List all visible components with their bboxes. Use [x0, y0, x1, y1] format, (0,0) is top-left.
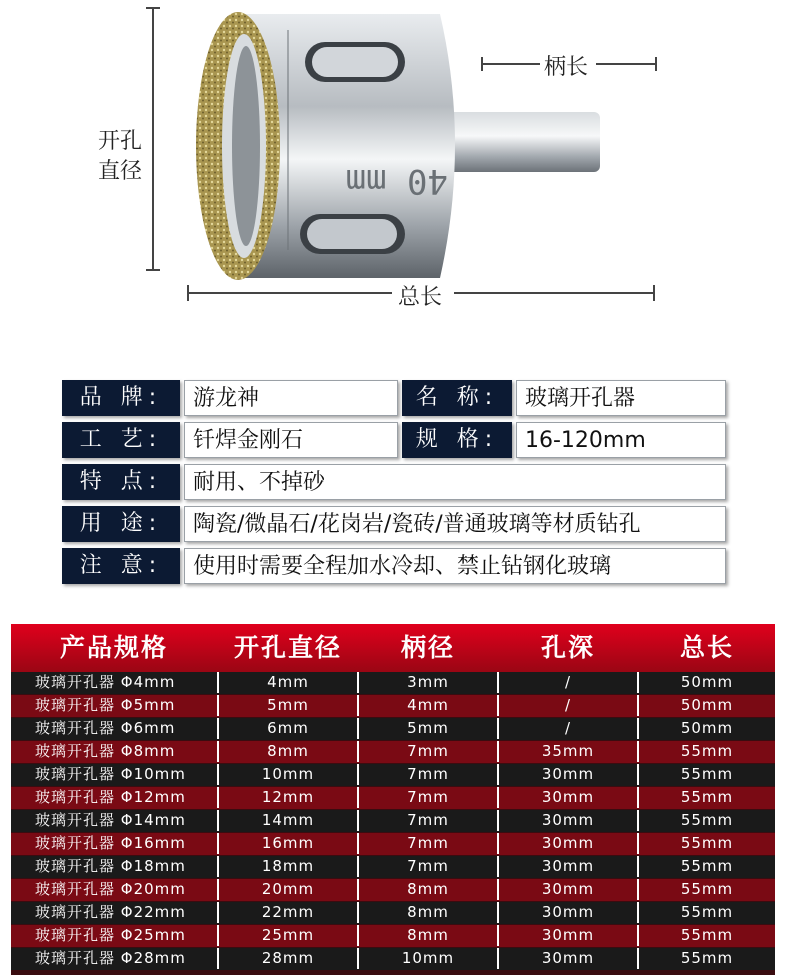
spec-value: 陶瓷/微晶石/花岗岩/瓷砖/普通玻璃等材质钻孔 [184, 506, 726, 542]
cell-divider [217, 764, 219, 785]
table-cell: 7mm [407, 834, 449, 852]
cell-divider [497, 879, 499, 900]
table-cell: 玻璃开孔器 Φ18mm [35, 857, 186, 875]
table-cell: 55mm [680, 811, 734, 829]
table-cell: 30mm [541, 811, 595, 829]
cell-divider [357, 672, 359, 693]
cell-divider [217, 741, 219, 762]
shank-length-label: 柄长 [544, 55, 589, 80]
table-cell: 20mm [261, 880, 315, 898]
table-cell: 30mm [541, 857, 595, 875]
cell-divider [637, 718, 639, 739]
cell-divider [357, 833, 359, 854]
engraving-text: 40 mm [345, 161, 448, 201]
cell-divider [357, 925, 359, 946]
spec-row-features [60, 464, 726, 500]
table-cell: / [564, 673, 572, 691]
cell-divider [497, 695, 499, 716]
total-length-label: 总长 [398, 285, 443, 310]
table-cell: 玻璃开孔器 Φ16mm [35, 834, 186, 852]
header-cell: 孔深 [540, 633, 595, 662]
table-cell: 50mm [680, 673, 734, 691]
cell-divider [637, 833, 639, 854]
spec-row-process [60, 422, 726, 458]
spec-value: 钎焊金刚石 [184, 422, 398, 458]
cell-divider [357, 764, 359, 785]
cell-divider [217, 879, 219, 900]
table-row [11, 718, 775, 740]
cell-divider [637, 672, 639, 693]
table-cell: 55mm [680, 834, 734, 852]
cell-divider [217, 718, 219, 739]
spec-label: 特 点: [62, 464, 180, 500]
cell-divider [217, 833, 219, 854]
table-row [11, 810, 775, 832]
spec-label: 品 牌: [62, 380, 180, 416]
table-cell: 28mm [261, 949, 315, 967]
table-cell: 55mm [680, 903, 734, 921]
table-cell: 16mm [261, 834, 315, 852]
table-cell: 8mm [267, 742, 309, 760]
table-cell: 12mm [261, 788, 315, 806]
table-row [11, 856, 775, 878]
cell-divider [217, 856, 219, 877]
spec-value: 使用时需要全程加水冷却、禁止钻钢化玻璃 [184, 548, 726, 584]
cell-divider [357, 902, 359, 923]
cell-divider [497, 925, 499, 946]
cell-divider [497, 787, 499, 808]
table-cell: 25mm [261, 926, 315, 944]
table-cell: 30mm [541, 903, 595, 921]
spec-value: 游龙神 [184, 380, 398, 416]
cell-divider [637, 925, 639, 946]
table-cell: 4mm [407, 696, 449, 714]
table-cell: 10mm [261, 765, 315, 783]
spec-row-usage [60, 506, 726, 542]
cell-divider [357, 787, 359, 808]
hole-diameter-label-line2: 直径 [98, 159, 143, 184]
cell-divider [497, 672, 499, 693]
table-cell: 5mm [407, 719, 449, 737]
table-cell: 7mm [407, 788, 449, 806]
cell-divider [357, 695, 359, 716]
table-row [11, 902, 775, 924]
cell-divider [217, 925, 219, 946]
table-cell: 30mm [541, 765, 595, 783]
cell-divider [497, 902, 499, 923]
cell-divider [217, 695, 219, 716]
table-row [11, 764, 775, 786]
table-cell: 8mm [407, 926, 449, 944]
spec-row-notice [60, 548, 726, 584]
cell-divider [497, 741, 499, 762]
table-cell: 玻璃开孔器 Φ6mm [35, 719, 176, 737]
table-cell: 30mm [541, 926, 595, 944]
spec-label: 工 艺: [62, 422, 180, 458]
table-cell: 10mm [401, 949, 455, 967]
spec-value: 玻璃开孔器 [516, 380, 726, 416]
spec-value: 耐用、不掉砂 [184, 464, 726, 500]
table-cell: 玻璃开孔器 Φ20mm [35, 880, 186, 898]
table-cell: 55mm [680, 949, 734, 967]
cell-divider [217, 787, 219, 808]
cell-divider [637, 856, 639, 877]
table-cell: 3mm [407, 673, 449, 691]
table-cell: 55mm [680, 926, 734, 944]
cell-divider [217, 902, 219, 923]
table-cell: 55mm [680, 857, 734, 875]
cell-divider [637, 879, 639, 900]
table-cell: 玻璃开孔器 Φ4mm [35, 673, 176, 691]
cell-divider [217, 672, 219, 693]
table-row [11, 833, 775, 855]
cell-divider [497, 856, 499, 877]
table-cell: 玻璃开孔器 Φ25mm [35, 926, 186, 944]
table-row [11, 925, 775, 947]
cell-divider [637, 787, 639, 808]
table-cell: 7mm [407, 742, 449, 760]
spec-value: 16-120mm [516, 422, 726, 458]
table-cell: 8mm [407, 903, 449, 921]
cell-divider [637, 741, 639, 762]
cell-divider [497, 764, 499, 785]
cell-divider [497, 833, 499, 854]
cell-divider [637, 810, 639, 831]
cell-divider [497, 718, 499, 739]
cell-divider [637, 902, 639, 923]
table-cell: 8mm [407, 880, 449, 898]
cell-divider [217, 948, 219, 969]
cell-divider [357, 718, 359, 739]
table-cell: 55mm [680, 880, 734, 898]
cell-divider [497, 810, 499, 831]
table-cell: 玻璃开孔器 Φ28mm [35, 949, 186, 967]
table-cell: 6mm [267, 719, 309, 737]
table-cell: 55mm [680, 765, 734, 783]
table-cell: 30mm [541, 788, 595, 806]
table-cell: 7mm [407, 857, 449, 875]
spec-label: 规 格: [402, 422, 512, 458]
table-cell: 4mm [267, 673, 309, 691]
cell-divider [357, 741, 359, 762]
table-row [11, 879, 775, 901]
cell-divider [637, 948, 639, 969]
table-cell: 玻璃开孔器 Φ22mm [35, 903, 186, 921]
spec-label: 名 称: [402, 380, 512, 416]
table-row [11, 787, 775, 809]
spec-label: 注 意: [62, 548, 180, 584]
table-cell: 玻璃开孔器 Φ8mm [35, 742, 176, 760]
cell-divider [637, 695, 639, 716]
size-table [11, 624, 775, 975]
spec-row-brand [60, 380, 726, 416]
cell-divider [637, 764, 639, 785]
table-cell: 22mm [261, 903, 315, 921]
table-cell: 18mm [261, 857, 315, 875]
table-cell: 30mm [541, 880, 595, 898]
cell-divider [357, 810, 359, 831]
table-cell: 5mm [267, 696, 309, 714]
cell-divider [357, 879, 359, 900]
table-cell: 55mm [680, 742, 734, 760]
header-cell: 总长 [679, 633, 734, 662]
header-cell: 柄径 [400, 633, 455, 662]
table-cell: 50mm [680, 719, 734, 737]
cell-divider [357, 948, 359, 969]
table-cell: 50mm [680, 696, 734, 714]
table-cell: 30mm [541, 949, 595, 967]
size-table-header [11, 624, 775, 672]
cell-divider [217, 810, 219, 831]
table-row [11, 672, 775, 694]
hole-diameter-label-line1: 开孔 [98, 129, 143, 154]
header-cell: 开孔直径 [233, 633, 342, 662]
table-cell: 玻璃开孔器 Φ5mm [35, 696, 176, 714]
spec-label: 用 途: [62, 506, 180, 542]
table-cell: 7mm [407, 811, 449, 829]
header-cell: 产品规格 [59, 633, 168, 662]
cell-divider [357, 856, 359, 877]
table-cell: 30mm [541, 834, 595, 852]
table-row [11, 948, 775, 970]
table-row [11, 741, 775, 763]
table-cell: / [564, 719, 572, 737]
table-cell: 7mm [407, 765, 449, 783]
table-cell: / [564, 696, 572, 714]
table-cell: 玻璃开孔器 Φ14mm [35, 811, 186, 829]
table-row [11, 695, 775, 717]
table-cell: 玻璃开孔器 Φ12mm [35, 788, 186, 806]
table-cell: 14mm [261, 811, 315, 829]
table-cell: 玻璃开孔器 Φ10mm [35, 765, 186, 783]
table-cell: 35mm [541, 742, 595, 760]
cell-divider [497, 948, 499, 969]
table-cell: 55mm [680, 788, 734, 806]
